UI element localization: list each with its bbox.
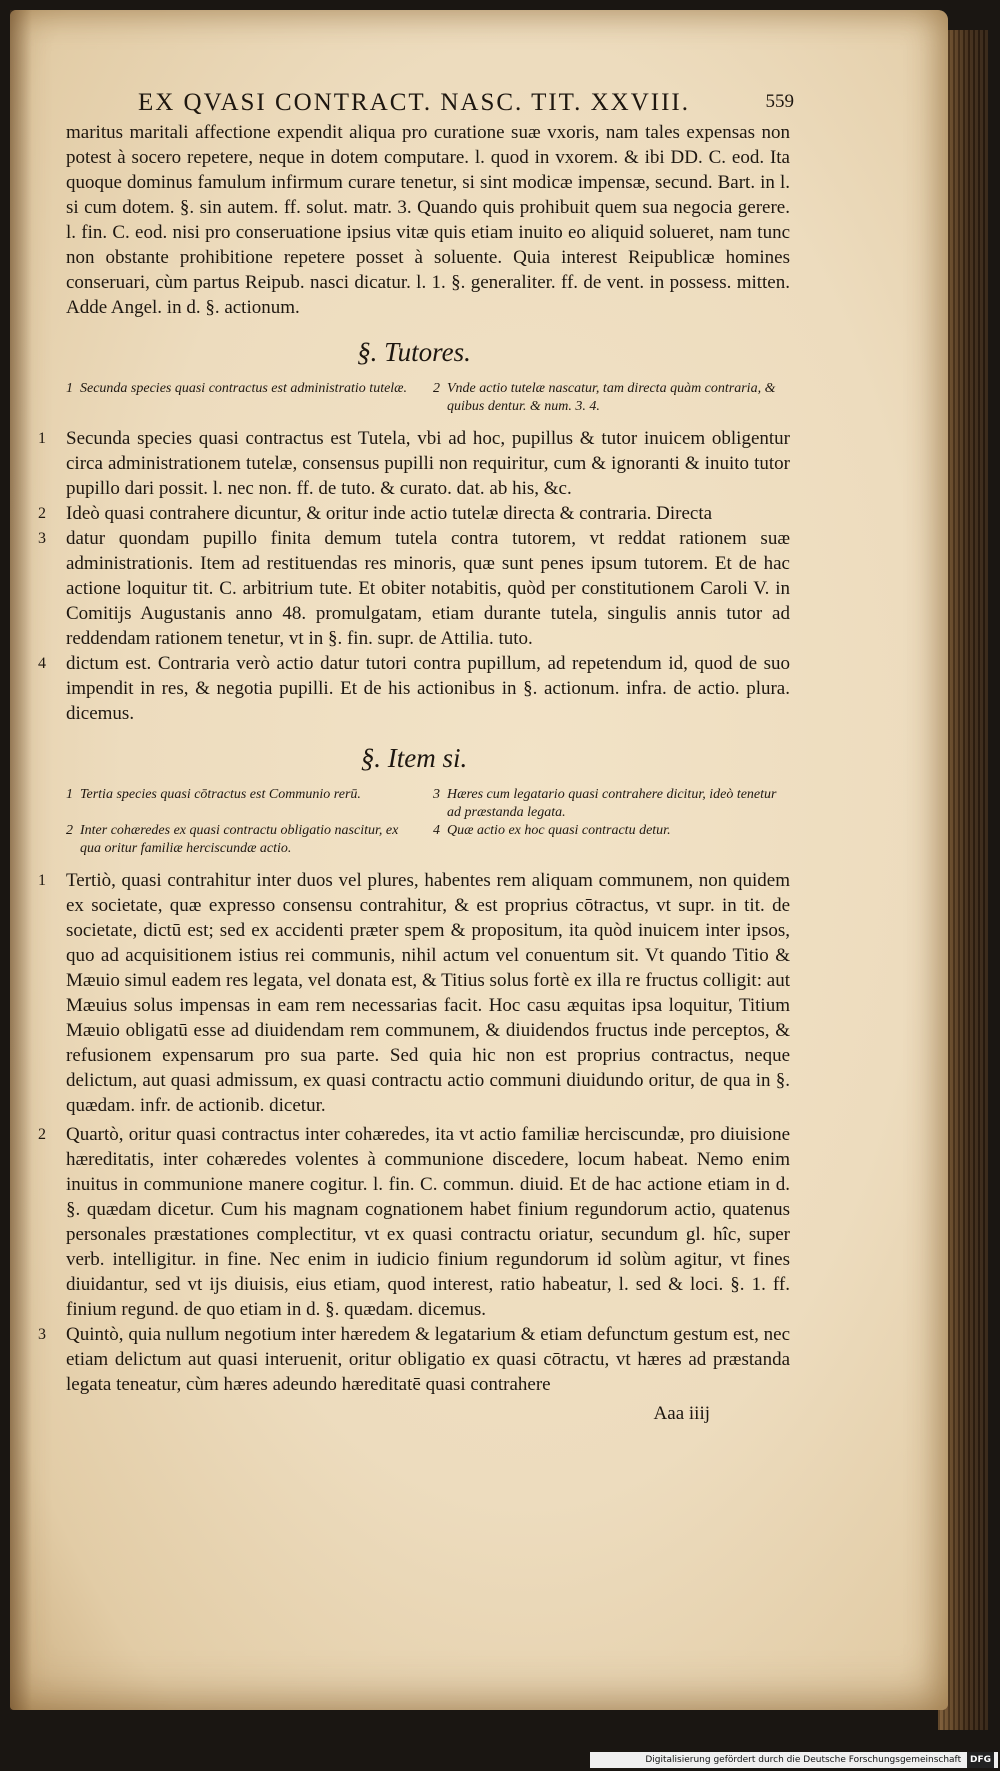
margin-number: 3 [38,1326,46,1343]
margin-number: 1 [38,872,46,889]
summary-item-number: 2 [66,823,73,838]
body-paragraph [38,868,790,1118]
page-number: 559 [765,91,794,112]
section-summary-tutores [38,380,790,416]
paragraph-text: dictum est. Contraria verò actio datur tutori contra pupillum, ad repetendum id, quod de suo impendit in res, & negotia pupilli. Et de his actionibus in §. actionum. infra. de actio. plura. dicemus. [66,653,790,724]
catchword-signature: Aaa iiij [653,1403,710,1424]
paragraph-text: Tertiò, quasi contrahitur inter duos vel plures, habentes rem aliquam communem, non quidem ex societate, quæ expresso consensu contrahitur, & est proprius cōtractus, vt supr. in tit. de societate, dictū est; sed ex accidenti præter spem & propositum, ita quòd inuicem inter ipsos, quo ad acquisitionem istius rei communis, nihil actum vel conuentum sit. Vt quando Titio & Mæuio simul eadem res legata, vel donata est, & Titius solus fortè ex illa re fructus colligit: aut Mæuius solus impensas in eam rem necessarias facit. Hoc casu æquitas ipsa loquitur, Titium Mæuio obligatū esse ad diuidendam rem communem, & diuidendos fructus inde perceptos, & refusionem expensarum pro sua parte. Sed quia hic non est proprius contractus, neque delictum, aut quasi admissum, ex quasi contractu actio communi diuidundo oritur, de qua in §. quædam. infr. de actionib. dicetur. [66,870,790,1116]
running-head-title: EX QVASI CONTRACT. NASC. TIT. XXVIII. [137,89,690,116]
opening-paragraph: maritus maritali affectione expendit aliqua pro curatione suæ vxoris, nam tales expensas non potest à socero repetere, neque in dotem computare. l. quod in vxorem. & ibi DD. C. eod. Ita quoque dominus famulum infirmum curare tenetur, si sint modicæ impensæ, secund. Bart. in l. si cum dotem. §. sin autem. ff. solut. matr. 3. Quando quis prohibuit quem sua negocia gerere. l. fin. C. eod. nisi pro conseruatione ipsius vitæ quis etiam inuito eo aliquid solueret, nam tunc non obstante prohibitione repetere posset à soluente. Quia interest Reipublicæ homines conseruari, cùm partus Reipub. nasci dicatur. l. 1. §. generaliter. ff. de vent. in possess. mitten. Adde Angel. in d. §. actionum. [66,122,790,318]
summary-item-number: 1 [66,381,73,396]
body-paragraph [38,1122,790,1322]
paragraph-text: Quintò, quia nullum negotium inter hæredem & legatarium & etiam defunctum gestum est, nec etiam delictum aut quasi interuenit, oritur obligatio ex quasi cōtractu, vt hæres ad præstanda legata teneatur, cùm hæres adeundo hæreditatē quasi contrahere [66,1324,790,1395]
summary-item-text: Quæ actio ex hoc quasi contractu detur. [447,823,671,838]
body-paragraph [38,426,790,501]
digitization-footer [590,1752,998,1768]
summary-item-text: Secunda species quasi contractus est administratio tutelæ. [80,381,408,396]
margin-number: 4 [38,655,46,672]
paragraph-text: datur quondam pupillo finita demum tutela contra tutorem, vt reddat rationem suæ administrationis. Item ad restituendas res minoris, quæ sunt penes ipsum tutorem. Et de hac actione loquitur tit. C. arbitrium tute. Et obiter notabitis, quòd per constitutionem Caroli V. in Comitijs Augustanis anno 48. promulgatam, etiam durante tutela, singulis annis tutor ad reddendam rationem tenetur, vt in §. fin. supr. de Attilia. tuto. [66,528,790,649]
summary-item [66,786,415,822]
body-paragraph [38,1322,790,1397]
summary-item [433,822,782,858]
margin-number: 3 [38,530,46,547]
section-heading-item-si: §. Item si. [360,743,468,773]
summary-item [66,380,415,416]
summary-item [433,786,782,822]
margin-number: 2 [38,505,46,522]
summary-item-number: 3 [433,787,440,802]
running-head [38,86,794,120]
body-paragraph [38,526,790,651]
summary-item-text: Inter cohæredes ex quasi contractu obligatio nascitur, ex qua oritur familiæ herciscundæ actio. [80,823,399,856]
summary-item [433,380,782,416]
section-summary-item-si [38,786,790,858]
summary-item-number: 2 [433,381,440,396]
summary-item-text: Tertia species quasi cōtractus est Communio rerū. [80,787,361,802]
paragraph-text: Ideò quasi contrahere dicuntur, & oritur inde actio tutelæ directa & contraria. Directa [66,503,713,524]
summary-item [66,822,415,858]
body-paragraph [38,651,790,726]
footer-text: Digitalisierung gefördert durch die Deutsche Forschungsgemeinschaft [645,1755,962,1765]
body-paragraph [38,501,790,526]
margin-number: 2 [38,1126,46,1143]
summary-item-number: 4 [433,823,440,838]
summary-item-text: Hæres cum legatario quasi contrahere dicitur, ideò tenetur ad præstanda legata. [447,787,777,820]
paragraph-text: Quartò, oritur quasi contractus inter cohæredes, ita vt actio familiæ herciscundæ, pro diuisione hæreditatis, inter cohæredes volentes à communione discedere, locum habeat. Nemo enim inuitus in communione manere cogitur. l. fin. C. commun. diuid. Et de hac actione etiam in d. §. quædam dicetur. Cum his magnam cognationem habet finium regundorum actio, quatenus personales præstationes complectitur, vt ex quasi contractu oriatur, secundum gl. hîc, super verb. intelligitur. in fine. Nec enim in iudicio finium regundorum id solùm agitur, vt fines diuidantur, sed vt ijs diuisis, eius etiam, quod interest, ratio habeatur, l. sed & loci. §. 1. ff. finium regund. de quo etiam in d. §. quædam. dicemus. [66,1124,790,1320]
summary-item-text: Vnde actio tutelæ nascatur, tam directa quàm contraria, & quibus dentur. & num. 3. 4. [447,381,776,414]
section-heading-tutores: §. Tutores. [357,337,471,367]
margin-number: 1 [38,430,46,447]
summary-item-number: 1 [66,787,73,802]
page-gutter-shadow [10,10,32,1710]
dfg-logo: DFG [967,1752,994,1768]
page-text-block [38,86,794,1427]
paragraph-text: Secunda species quasi contractus est Tutela, vbi ad hoc, pupillus & tutor inuicem obligentur circa administrationem tutelæ, consensus pupilli non requiritur, cum & ignoranti & inuito tutor pupillo dari possit. l. nec non. ff. de tuto. & curato. dat. ab his, &c. [66,428,790,499]
